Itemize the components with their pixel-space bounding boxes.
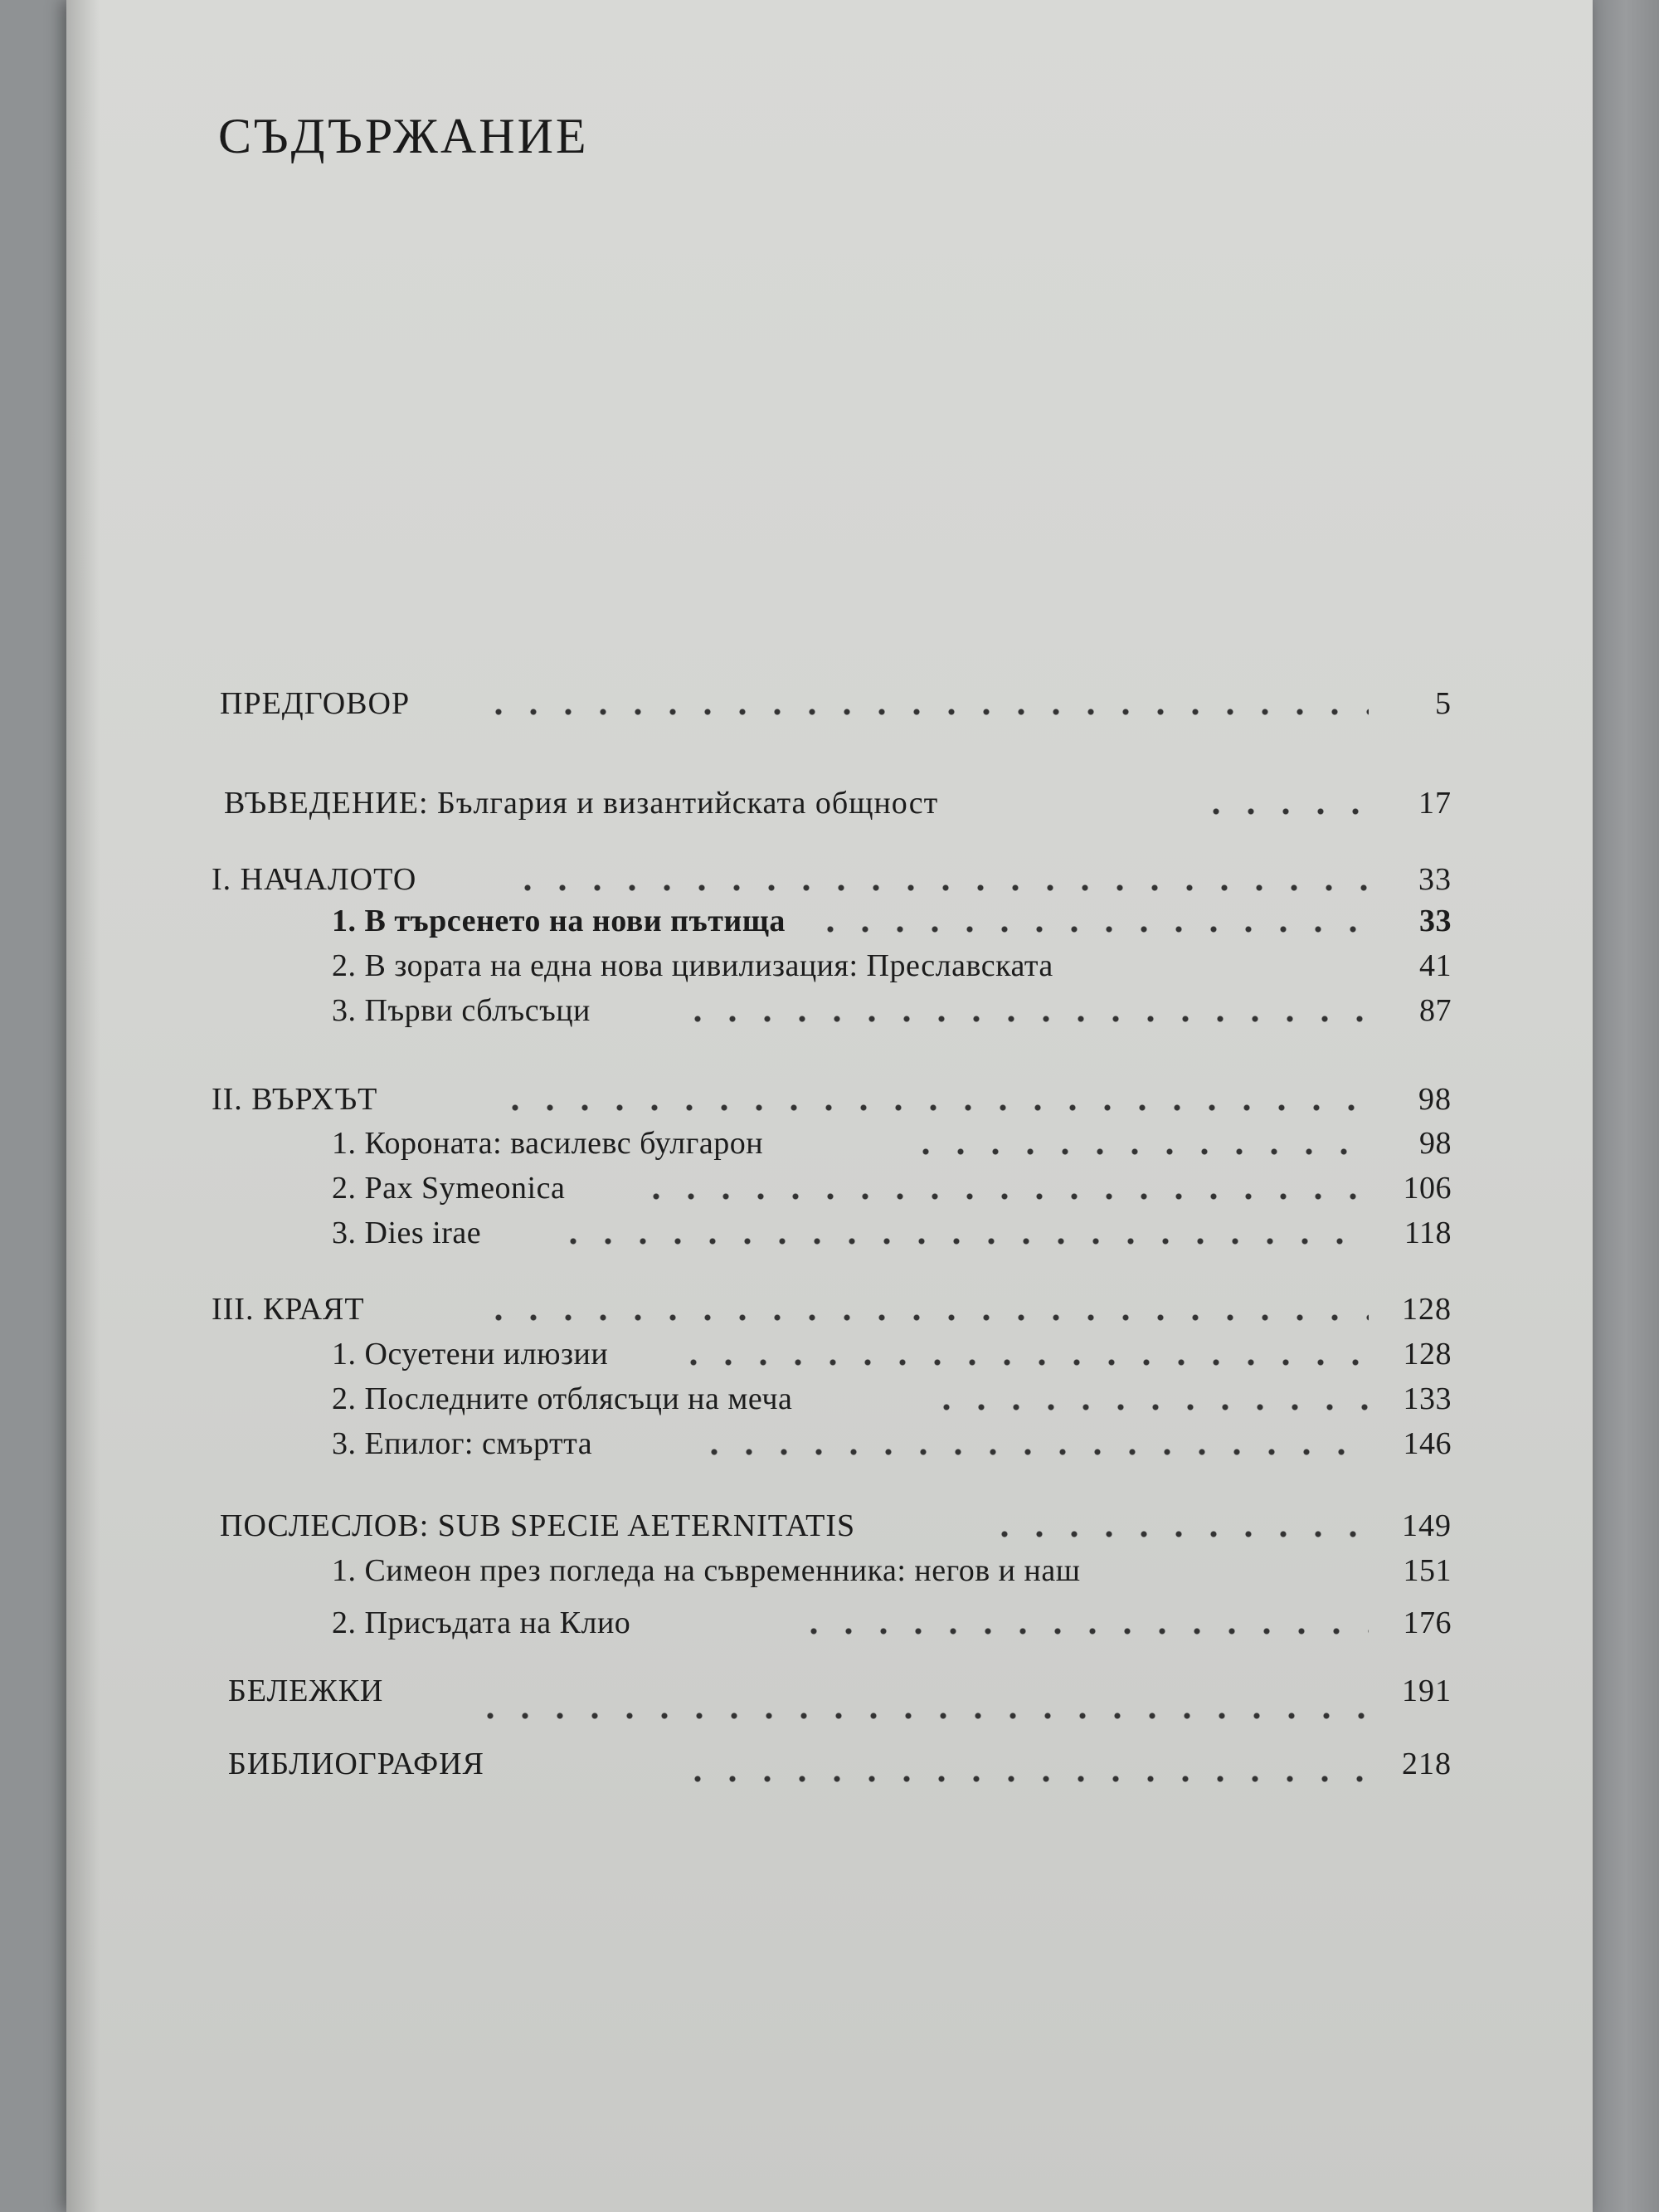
toc-entry-label: 3. Епилог: смъртта [332, 1426, 593, 1461]
toc-page-number: 146 [1403, 1426, 1452, 1461]
toc-page-number: 33 [1419, 904, 1452, 938]
toc-entry-label: ПРЕДГОВОР [220, 686, 411, 721]
toc-entry-1-3 [66, 987, 1593, 1034]
toc-entry-label: 3. Първи сблъсъци [332, 993, 591, 1028]
toc-entry-label: ВЪВЕДЕНИЕ: България и византийската общност [224, 786, 939, 821]
toc-page-number: 133 [1403, 1381, 1452, 1416]
dot-leader [697, 1429, 1369, 1462]
toc-entry-notes [66, 1668, 1593, 1714]
dot-leader [987, 1511, 1369, 1544]
toc-entry-label: ПОСЛЕСЛОВ: SUB SPECIE AETERNITATIS [220, 1508, 856, 1543]
dot-leader [929, 1384, 1369, 1417]
toc-page-number: 98 [1418, 1082, 1452, 1117]
toc-entry-label: БЕЛЕЖКИ [228, 1674, 384, 1708]
toc-entry-part-2 [66, 1076, 1593, 1123]
dot-leader [556, 1218, 1369, 1251]
toc-entry-introduction [66, 780, 1593, 826]
toc-entry-part-3 [66, 1286, 1593, 1333]
toc-entry-label: 1. Симеон през погледа на съвременника: негов и наш [332, 1553, 1081, 1588]
toc-entry-label: 2. Последните отблясъци на меча [332, 1381, 793, 1416]
toc-page-number: 98 [1419, 1126, 1452, 1161]
toc-page-number: 41 [1419, 948, 1452, 983]
toc-entry-label: 2. Присъдата на Клио [332, 1605, 631, 1640]
book-page [66, 0, 1593, 2212]
toc-entry-label: III. КРАЯТ [212, 1292, 365, 1327]
toc-entry-label: II. ВЪРХЪТ [212, 1082, 378, 1117]
toc-page-number: 151 [1403, 1553, 1452, 1588]
dot-leader [676, 1339, 1369, 1372]
toc-page-number: 87 [1419, 993, 1452, 1028]
dot-leader [813, 906, 1369, 939]
dot-leader [481, 1294, 1369, 1328]
toc-page-number: 17 [1418, 786, 1452, 821]
page-title: СЪДЪРЖАНИЕ [218, 109, 589, 163]
toc-entry-3-2 [66, 1376, 1593, 1422]
toc-page-number: 5 [1435, 686, 1452, 721]
dot-leader [908, 1128, 1369, 1162]
toc-entry-3-1 [66, 1331, 1593, 1377]
toc-entry-label: 3. Dies irae [332, 1216, 482, 1250]
table-of-contents [66, 0, 1593, 2212]
toc-page-number: 191 [1402, 1674, 1452, 1708]
dot-leader [473, 1693, 1369, 1726]
dot-leader [680, 996, 1369, 1029]
toc-entry-label: 2. Pax Symeonica [332, 1171, 566, 1206]
toc-page-number: 149 [1402, 1508, 1452, 1543]
toc-page-number: 128 [1403, 1337, 1452, 1372]
toc-entry-label: 1. В търсенето на нови пътища [332, 904, 786, 938]
toc-entry-2-1 [66, 1120, 1593, 1167]
toc-page-number: 106 [1403, 1171, 1452, 1206]
dot-leader [680, 1756, 1369, 1789]
toc-entry-4-1 [66, 1547, 1593, 1594]
dot-leader [639, 1173, 1369, 1206]
toc-page-number: 33 [1418, 862, 1452, 897]
toc-entry-3-3 [66, 1420, 1593, 1467]
toc-entry-4-2 [66, 1600, 1593, 1646]
toc-entry-label: 2. В зората на една нова цивилизация: Преславската [332, 948, 1053, 983]
toc-entry-2-3 [66, 1210, 1593, 1256]
toc-page-number: 176 [1403, 1605, 1452, 1640]
dot-leader [796, 1608, 1369, 1641]
dot-leader [498, 1084, 1369, 1118]
toc-entry-1-2 [66, 943, 1593, 989]
toc-entry-1-1 [66, 898, 1593, 944]
toc-entry-2-2 [66, 1165, 1593, 1211]
dot-leader [481, 689, 1369, 722]
dot-leader [510, 865, 1369, 898]
toc-entry-part-1 [66, 856, 1593, 903]
toc-entry-afterword [66, 1503, 1593, 1549]
toc-entry-label: I. НАЧАЛОТО [212, 862, 417, 897]
toc-entry-label: 1. Осуетени илюзии [332, 1337, 609, 1372]
toc-entry-label: БИБЛИОГРАФИЯ [228, 1747, 484, 1781]
toc-entry-foreword [66, 680, 1593, 727]
dot-leader [1199, 788, 1369, 821]
toc-page-number: 128 [1402, 1292, 1452, 1327]
toc-entry-label: 1. Короната: василевс булгарон [332, 1126, 764, 1161]
toc-page-number: 118 [1404, 1216, 1452, 1250]
toc-page-number: 218 [1402, 1747, 1452, 1781]
toc-entry-bibliography [66, 1741, 1593, 1787]
